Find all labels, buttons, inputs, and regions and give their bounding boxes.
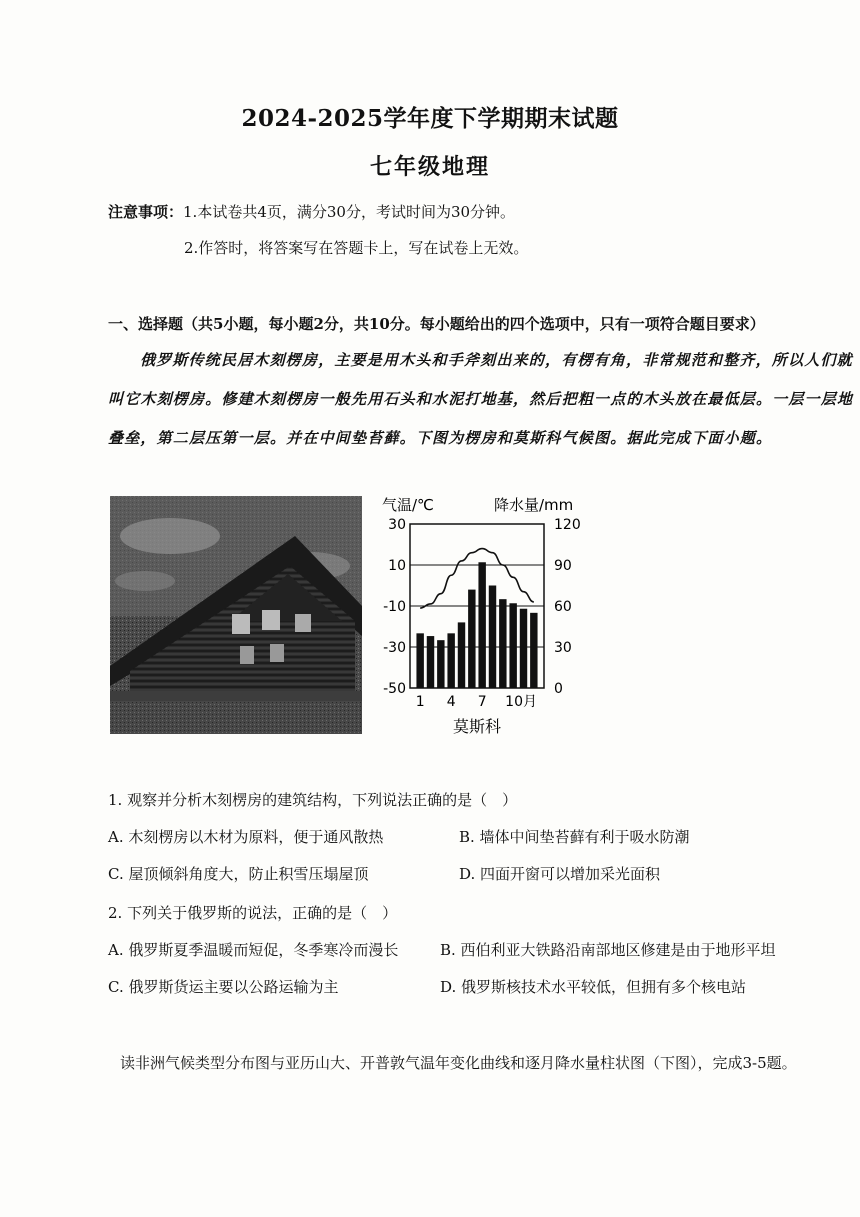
question-1-stem: 1. 观察并分析木刻楞房的建筑结构，下列说法正确的是（ ）	[108, 791, 518, 809]
precip-bar	[530, 613, 537, 688]
notice-item-2: 2.作答时，将答案写在答题卡上，写在试卷上无效。	[184, 239, 529, 257]
question-2-option-c[interactable]: C. 俄罗斯货运主要以公路运输为主	[108, 978, 339, 996]
chart-title: 莫斯科	[452, 717, 502, 736]
question-2-option-a[interactable]: A. 俄罗斯夏季温暖而短促，冬季寒冷而漫长	[108, 941, 399, 959]
moscow-climate-chart	[372, 488, 581, 738]
exam-title: 2024-2025学年度下学期期末试题	[241, 105, 619, 132]
precip-bar	[520, 609, 527, 688]
notice-item-1: 1.本试卷共4页，满分30分，考试时间为30分钟。	[183, 203, 516, 221]
month-tick-label: 1	[415, 694, 425, 710]
temp-tick-label: 30	[388, 517, 406, 533]
precip-tick-label: 0	[554, 681, 563, 697]
question-1-option-a[interactable]: A. 木刻楞房以木材为原料，便于通风散热	[108, 828, 384, 846]
temp-tick-label: 10	[388, 558, 406, 574]
passage-line-1: 俄罗斯传统民居木刻楞房，主要是用木头和手斧刻出来的，有楞有角，非常规范和整齐，所以人们就	[140, 351, 853, 369]
precip-tick-label: 90	[554, 558, 572, 574]
precip-bar	[499, 599, 506, 688]
precip-bar	[509, 603, 516, 688]
question-1-option-c[interactable]: C. 屋顶倾斜角度大，防止积雪压塌屋顶	[108, 865, 369, 883]
log-house-photo	[110, 496, 362, 734]
temp-tick-label: -30	[383, 640, 406, 656]
temp-axis-label: 气温/℃	[382, 496, 434, 514]
notice-label: 注意事项：	[108, 203, 184, 221]
temp-tick-label: -10	[383, 599, 406, 615]
month-tick-label: 10月	[505, 694, 537, 710]
passage-line-3: 叠垒，第二层压第一层。并在中间垫苔藓。下图为楞房和莫斯科气候图。据此完成下面小题。	[108, 429, 773, 447]
exam-subtitle: 七年级地理	[369, 154, 490, 180]
month-tick-label: 4	[446, 694, 456, 710]
question-1-option-d[interactable]: D. 四面开窗可以增加采光面积	[459, 865, 661, 883]
question-2-stem: 2. 下列关于俄罗斯的说法，正确的是（ ）	[108, 904, 398, 922]
passage-line-2: 叫它木刻楞房。修建木刻楞房一般先用石头和水泥打地基，然后把粗一点的木头放在最低层。一层一层地	[108, 390, 854, 408]
precip-tick-label: 60	[554, 599, 572, 615]
precip-tick-label: 120	[554, 517, 581, 533]
question-2-option-d[interactable]: D. 俄罗斯核技术水平较低，但拥有多个核电站	[440, 978, 747, 996]
precip-bar	[437, 640, 444, 688]
precip-bar	[489, 586, 496, 689]
month-tick-label: 7	[477, 694, 487, 710]
question-2-option-b[interactable]: B. 西伯利亚大铁路沿南部地区修建是由于地形平坦	[440, 941, 776, 959]
section-heading: 一、选择题（共5小题，每小题2分，共10分。每小题给出的四个选项中，只有一项符合题目要求）	[108, 315, 765, 333]
temp-tick-label: -50	[383, 681, 406, 697]
question-1-option-b[interactable]: B. 墙体中间垫苔藓有利于吸水防潮	[459, 828, 690, 846]
temperature-curve	[420, 549, 534, 608]
precip-bar	[427, 636, 434, 688]
notice-line-1	[108, 201, 515, 222]
precip-tick-label: 30	[554, 640, 572, 656]
precip-axis-label: 降水量/mm	[494, 496, 574, 514]
precip-bar	[416, 633, 423, 688]
next-passage: 读非洲气候类型分布图与亚历山大、开普敦气温年变化曲线和逐月降水量柱状图（下图），完成3-5题。	[120, 1054, 797, 1072]
precip-bar	[478, 562, 485, 688]
precip-bar	[447, 633, 454, 688]
precip-bar	[458, 622, 465, 688]
precip-bar	[468, 590, 475, 688]
